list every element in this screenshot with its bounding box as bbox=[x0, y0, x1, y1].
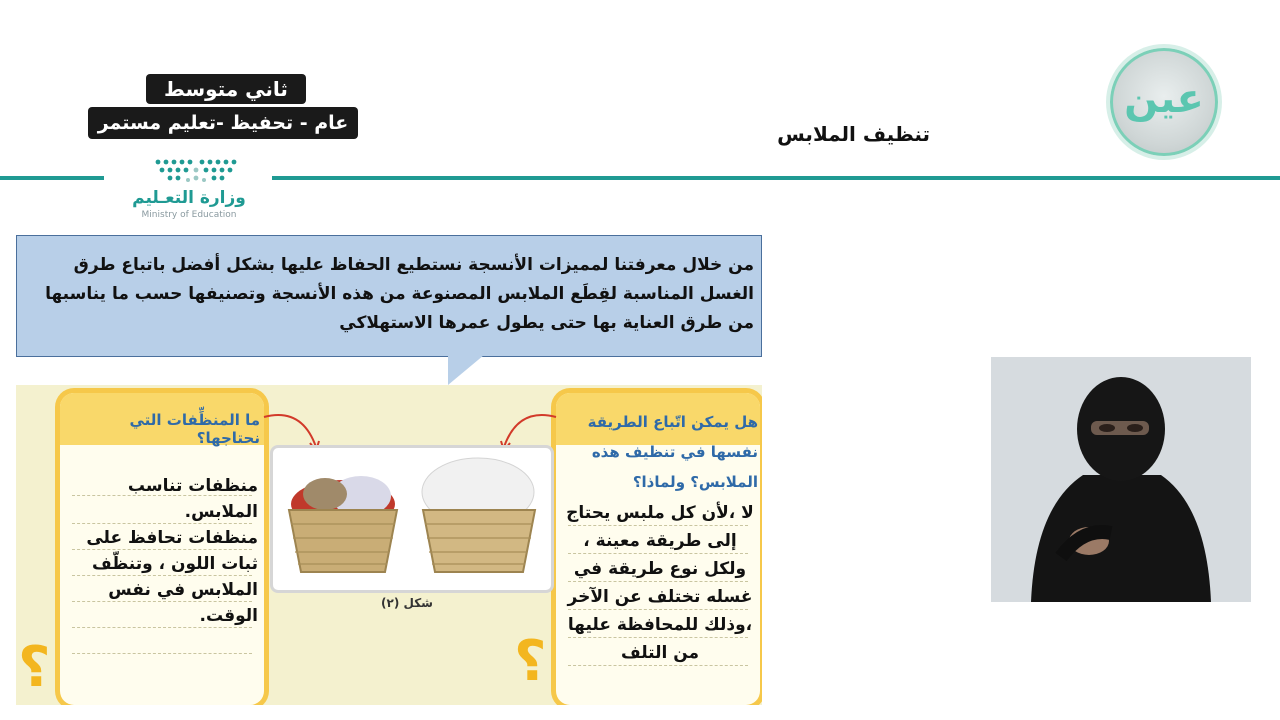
right-answer: لا ،لأن كل ملبس يحتاج إلى طريقة معينة ، ولكل نوع طريقة في غسله تختلف عن الآخر ،وذلك للمحافظة عليها من التلف bbox=[566, 503, 754, 663]
ministry-dots-icon bbox=[152, 156, 240, 186]
left-question: ما المنظِّفات التي نحتاجها؟ bbox=[129, 411, 260, 447]
baskets-icon bbox=[273, 448, 551, 590]
question-mark-icon: ؟ bbox=[18, 635, 51, 700]
laundry-baskets-image bbox=[270, 445, 554, 593]
sign-interpreter-video bbox=[991, 357, 1251, 602]
question-mark-icon: ؟ bbox=[514, 629, 547, 694]
track-label: عام - تحفيظ -تعليم مستمر bbox=[88, 107, 358, 139]
speech-tail bbox=[448, 355, 484, 385]
left-answer-line-1: منظفات تناسب الملابس. bbox=[127, 476, 258, 522]
grade-label: ثاني متوسط bbox=[146, 74, 306, 104]
textbook-page bbox=[16, 385, 762, 705]
right-question: هل يمكن اتّباع الطريقة نفسها في تنظيف هذه الملابس؟ ولماذا؟ bbox=[587, 413, 758, 491]
dashed-line bbox=[72, 653, 252, 654]
page-title: تنظيف الملابس bbox=[777, 122, 930, 146]
ministry-name-ar: وزارة التعـليم bbox=[132, 188, 246, 208]
ministry-name-en: Ministry of Education bbox=[141, 210, 237, 220]
left-answer-line-2: منظفات تحافظ على ثبات اللون ، وتنظّف الملابس في نفس الوقت. bbox=[86, 528, 258, 626]
figure-label: شكل (٢) bbox=[381, 596, 433, 610]
channel-logo bbox=[1106, 44, 1222, 160]
left-answer bbox=[66, 473, 258, 629]
intro-text: من خلال معرفتنا لمميزات الأنسجة نستطيع الحفاظ عليها بشكل أفضل باتباع طرق الغسل المناسبة لقِطَع الملابس المصنوعة من هذه الأنسجة وتصنيفها حسب ما يناسبها من طرق العناية بها حتى يطول عمرها الاستهلاكي bbox=[45, 255, 754, 333]
ministry-logo bbox=[104, 150, 272, 224]
interpreter-figure-icon bbox=[991, 357, 1251, 602]
channel-logo-text: عين bbox=[1124, 76, 1204, 122]
